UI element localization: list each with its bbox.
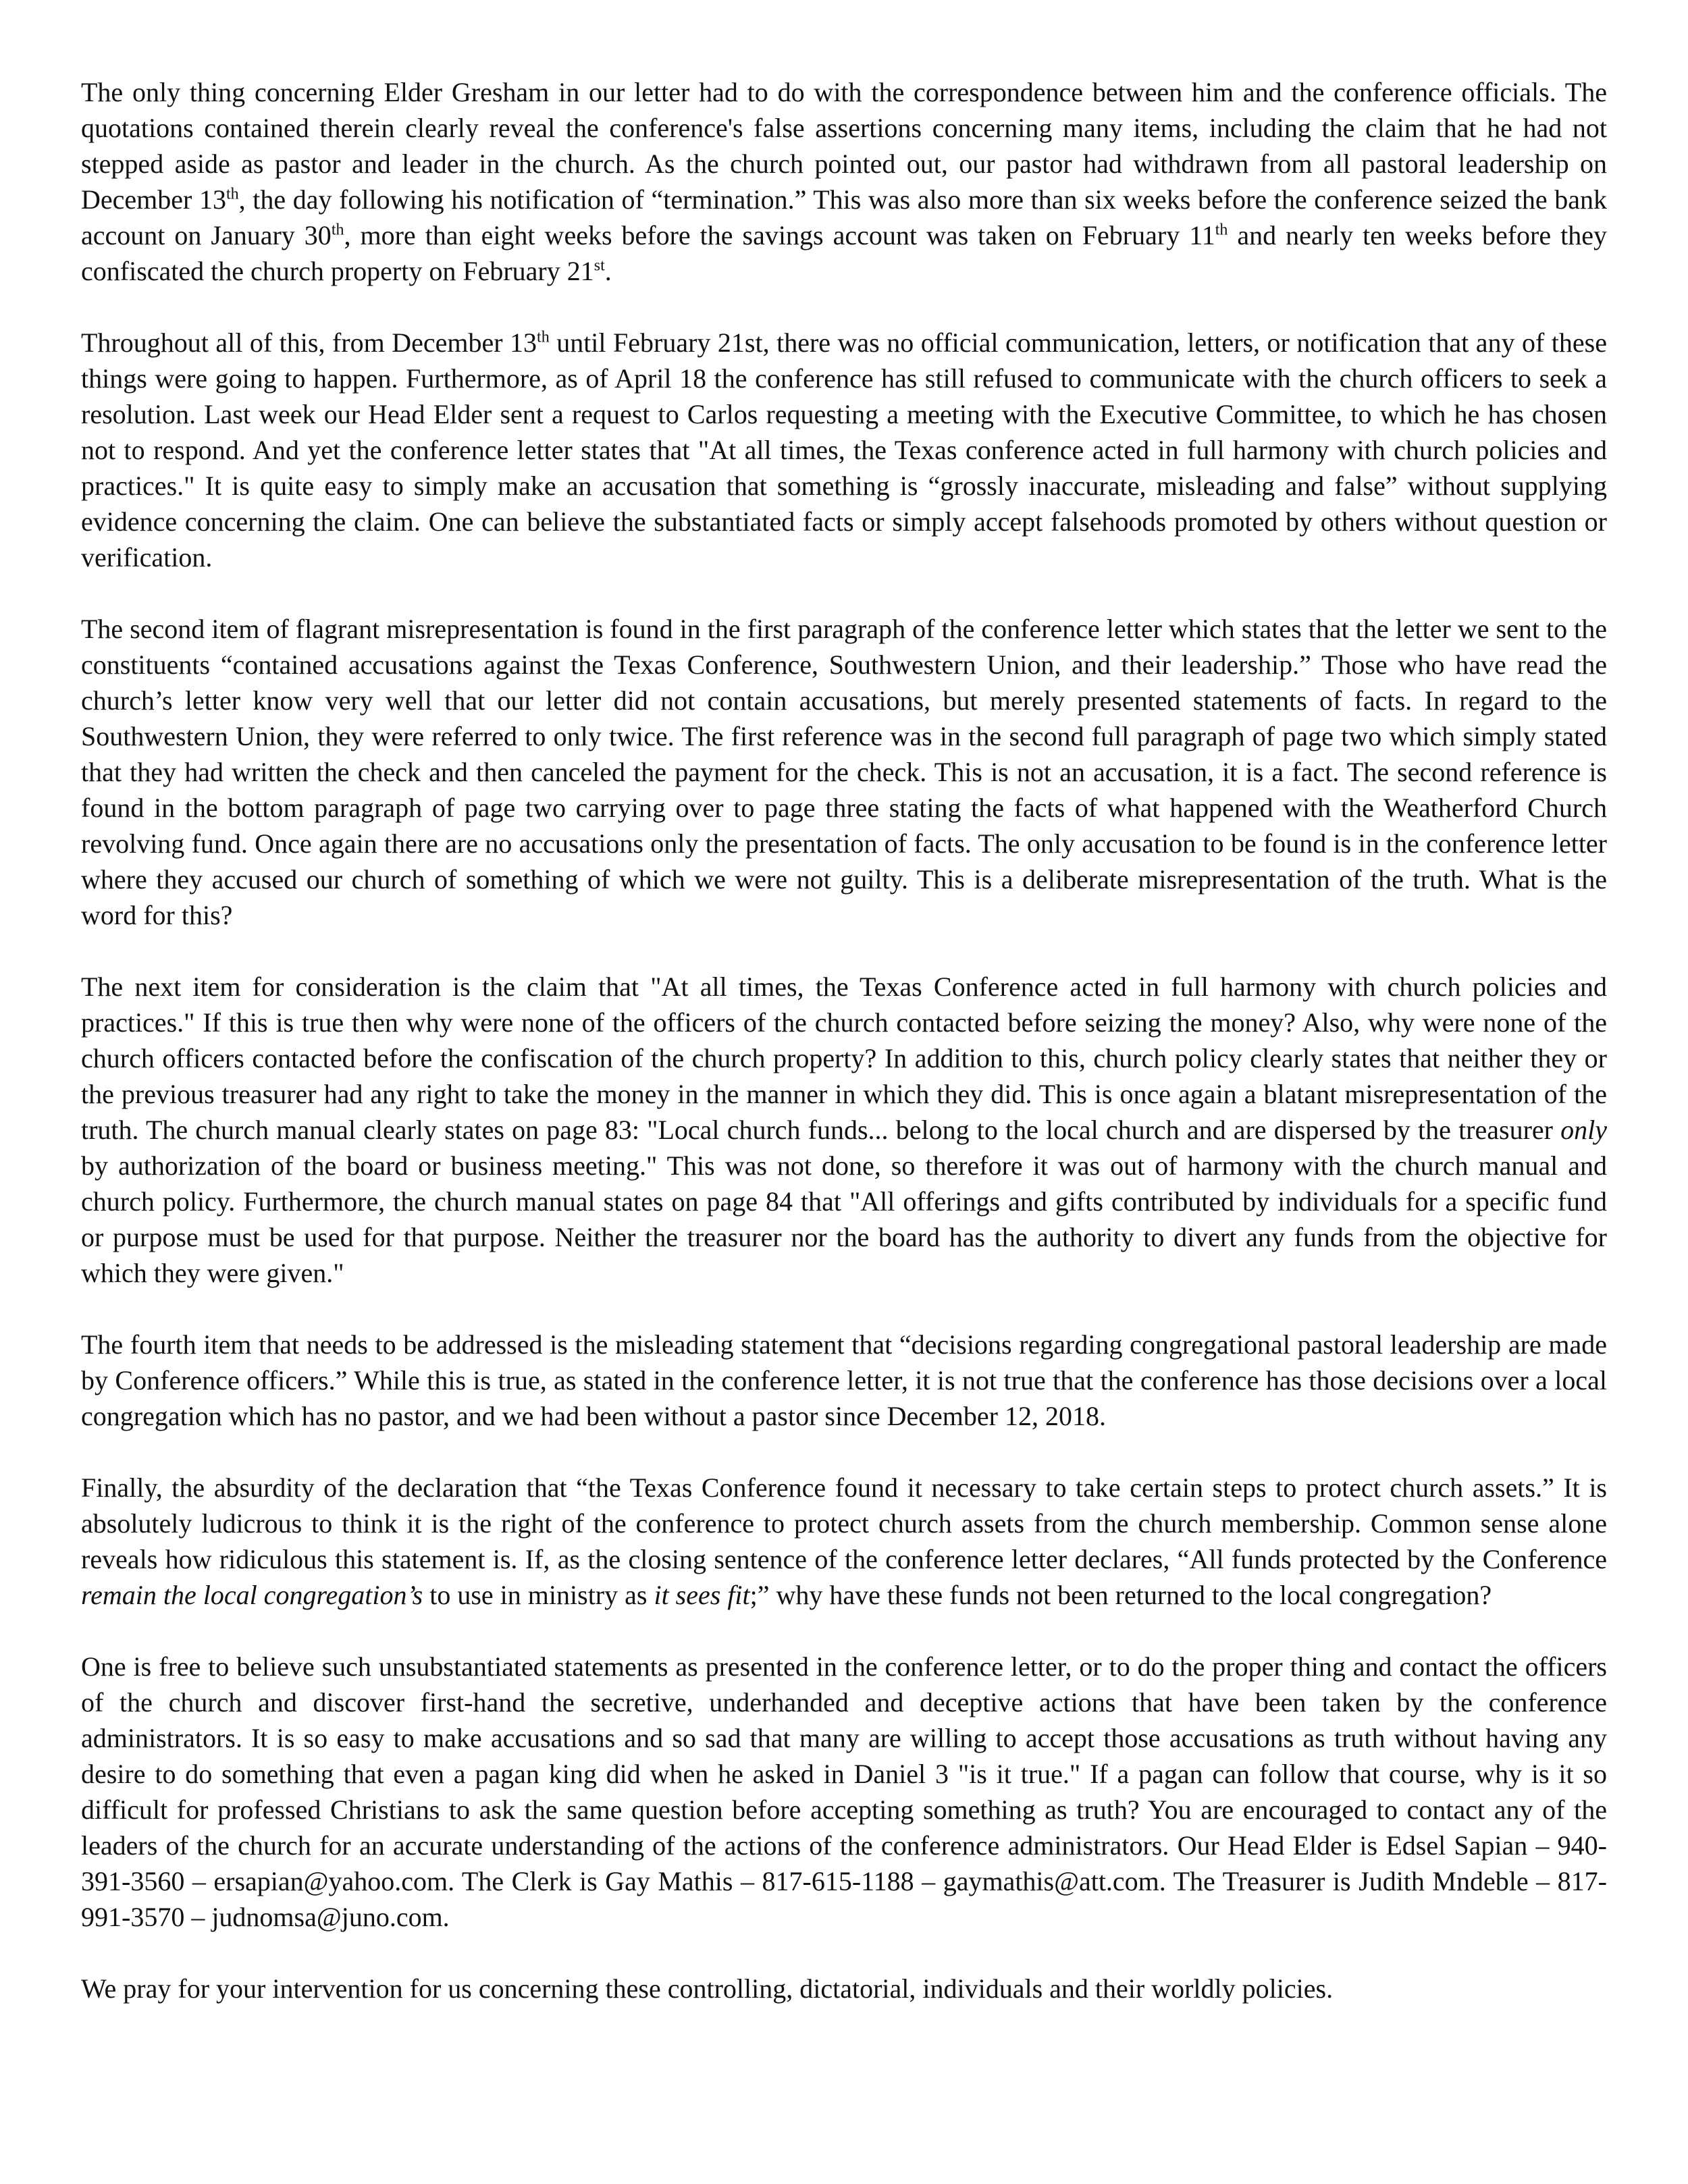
text-run: to use in ministry as [423,1580,654,1610]
emphasis-text: only [1560,1115,1607,1145]
paragraph-protect-assets [81,1470,1607,1613]
ordinal-suffix: th [331,221,344,239]
ordinal-suffix: th [226,185,239,203]
paragraph-church-policies [81,969,1607,1291]
text-run: until February 21st, there was no official communication, letters, or notification that any of these things were going to happen. Furthermore, as of April 18 the conference has still refused to communicate with the church officers to seek a resolution. Last week our Head Elder sent a request to Carlos requesting a meeting with the Executive Committee, to which he has chosen not to respond. And yet the conference letter states that "At all times, the Texas conference acted in full harmony with church policies and practices." It is quite easy to simply make an accusation that something is “grossly inaccurate, misleading and false” without supplying evidence concerning the claim. One can believe the substantiated facts or simply accept falsehoods promoted by others without question or verification. [81,327,1607,572]
text-run: The next item for consideration is the claim that "At all times, the Texas Conference acted in full harmony with church policies and practices." If this is true then why were none of the officers of the church contacted before seizing the money? Also, why were none of the church officers contacted before the confiscation of the church property? In addition to this, church policy clearly states that neither they or the previous treasurer had any right to take the money in the manner in which they did. This is once again a blatant misrepresentation of the truth. The church manual clearly states on page 83: "Local church funds... belong to the local church and are dispersed by the treasurer [81,971,1607,1145]
paragraph-elder-gresham [81,74,1607,289]
emphasis-text: remain the local congregation’s [81,1580,423,1610]
text-run: ;” why have these funds not been returned to the local congregation? [749,1580,1492,1610]
ordinal-suffix: th [537,328,550,346]
paragraph-contact-leaders [81,1649,1607,1935]
text-run: , more than eight weeks before the savings account was taken on February 11 [344,220,1215,250]
text-run: , the day following his notification of “termination.” This was also more than six weeks before the conference seized the bank account on January 30 [81,184,1607,250]
emphasis-text: it sees fit [654,1580,750,1610]
paragraph-pastoral-leadership [81,1327,1607,1434]
text-run: . [604,256,612,286]
ordinal-suffix: st [594,257,605,275]
text-run: The only thing concerning Elder Gresham in our letter had to do with the correspondence between him and the conference officials. The quotations contained therein clearly reveal the conference's false assertions concerning many items, including the claim that he had not stepped aside as pastor and leader in the church. As the church pointed out, our pastor had withdrawn from all pastoral leadership on December 13 [81,77,1607,215]
text-run: Throughout all of this, from December 13 [81,327,537,358]
text-run: The fourth item that needs to be addressed is the misleading statement that “decisions regarding congregational pastoral leadership are made by Conference officers.” While this is true, as stated in the conference letter, it is not true that the conference has those decisions over a local congregation which has no pastor, and we had been without a pastor since December 12, 2018. [81,1329,1607,1431]
text-run: One is free to believe such unsubstantiated statements as presented in the conference letter, or to do the proper thing and contact the officers of the church and discover first-hand the secretive, underhanded and deceptive actions that have been taken by the conference administrators. It is so easy to make accusations and so sad that many are willing to accept those accusations as truth without having any desire to do something that even a pagan king did when he asked in Daniel 3 "is it true." If a pagan can follow that course, why is it so difficult for professed Christians to ask the same question before accepting something as truth? You are encouraged to contact any of the leaders of the church for an accurate understanding of the actions of the conference administrators. Our Head Elder is Edsel Sapian – 940-391-3560 – ersapian@yahoo.com. The Clerk is Gay Mathis – 817-615-1188 – gaymathis@att.com. The Treasurer is Judith Mndeble – 817-991-3570 – judnomsa@juno.com. [81,1651,1607,1932]
paragraph-closing-prayer [81,1971,1607,2006]
text-run: The second item of flagrant misrepresentation is found in the first paragraph of the conference letter which states that the letter we sent to the constituents “contained accusations against the Texas Conference, Southwestern Union, and their leadership.” Those who have read the church’s letter know very well that our letter did not contain accusations, but merely presented statements of facts. In regard to the Southwestern Union, they were referred to only twice. The first reference was in the second full paragraph of page two which simply stated that they had written the check and then canceled the payment for the check. This is not an accusation, it is a fact. The second reference is found in the bottom paragraph of page two carrying over to page three stating the facts of what happened with the Weatherford Church revolving fund. Once again there are no accusations only the presentation of facts. The only accusation to be found is in the conference letter where they accused our church of something of which we were not guilty. This is a deliberate misrepresentation of the truth. What is the word for this? [81,614,1607,930]
ordinal-suffix: th [1215,221,1228,239]
text-run: by authorization of the board or business meeting." This was not done, so therefore it was out of harmony with the church manual and church policy. Furthermore, the church manual states on page 84 that "All offerings and gifts contributed by individuals for a specific fund or purpose must be used for that purpose. Neither the treasurer nor the board has the authority to divert any funds from the objective for which they were given." [81,1150,1607,1288]
letter-body [81,74,1607,2006]
paragraph-second-misrepresentation [81,611,1607,933]
paragraph-no-communication [81,325,1607,575]
text-run: Finally, the absurdity of the declaration that “the Texas Conference found it necessary to take certain steps to protect church assets.” It is absolutely ludicrous to think it is the right of the conference to protect church assets from the church membership. Common sense alone reveals how ridiculous this statement is. If, as the closing sentence of the conference letter declares, “All funds protected by the Conference [81,1472,1607,1574]
text-run: and nearly ten weeks before they confiscated the church property on February 21 [81,220,1608,286]
text-run: We pray for your intervention for us concerning these controlling, dictatorial, individuals and their worldly policies. [81,1973,1334,2004]
